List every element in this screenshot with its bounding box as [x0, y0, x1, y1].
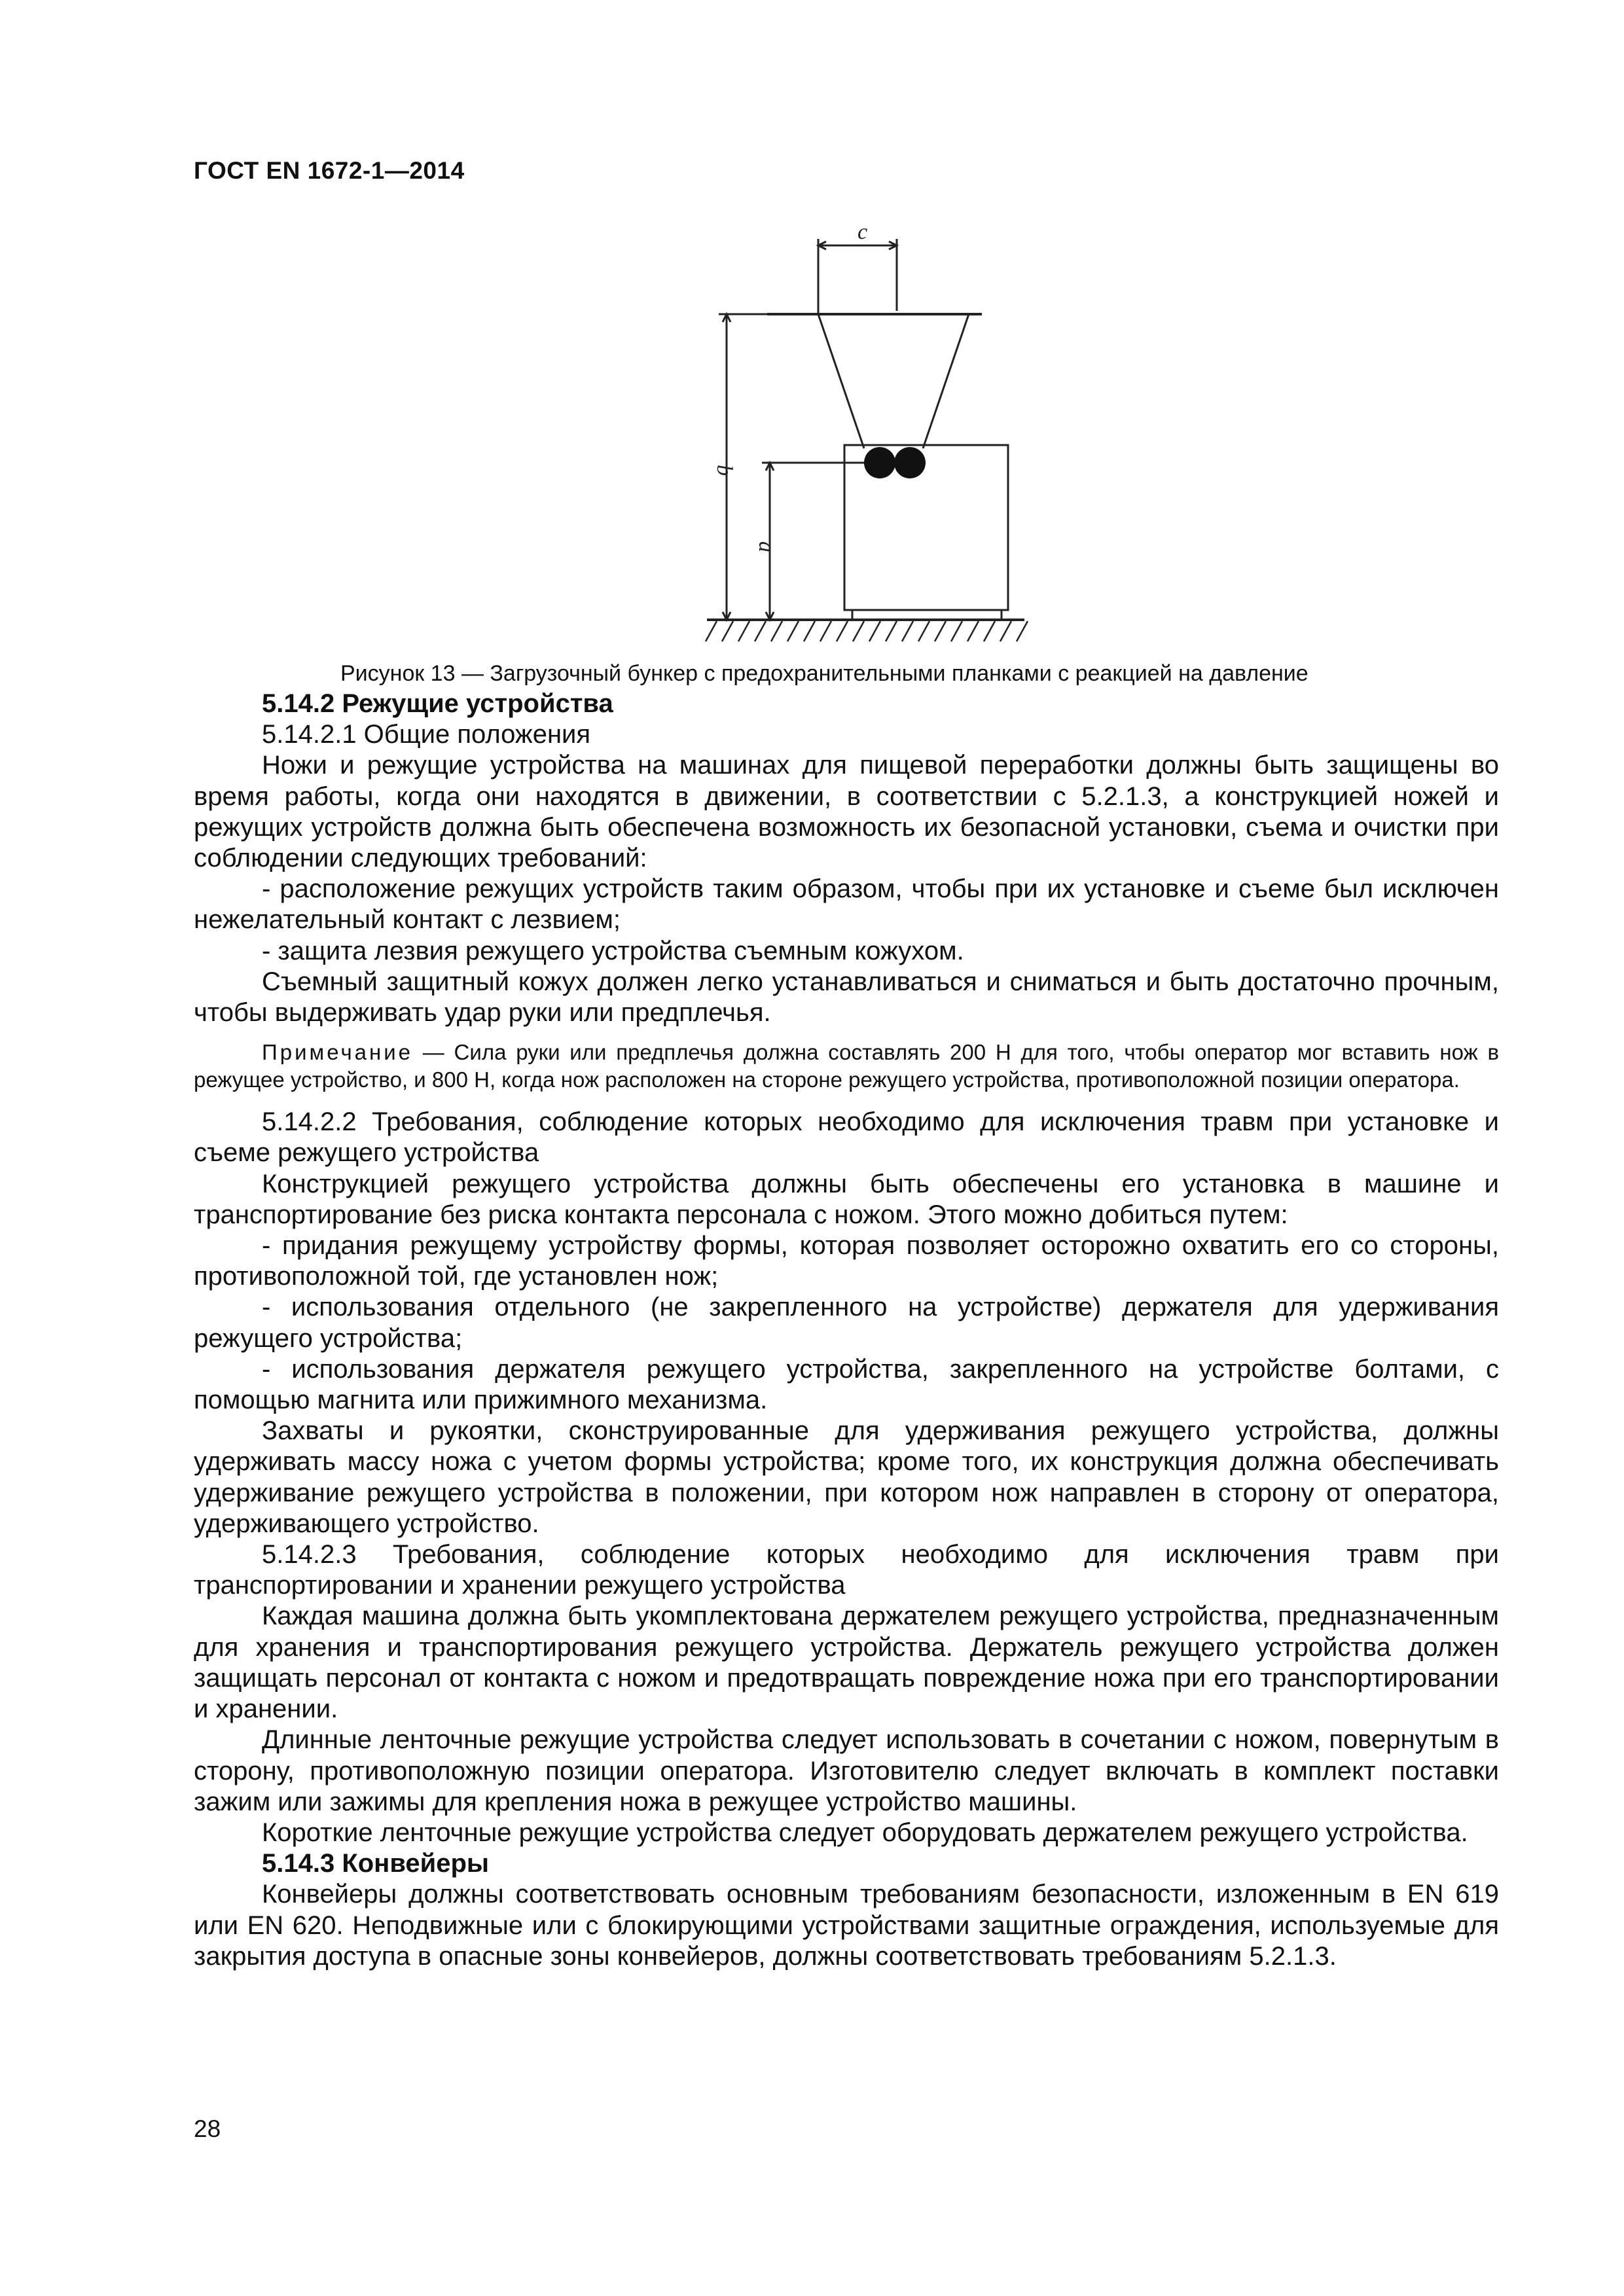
paragraph: Конструкцией режущего устройства должны быть обеспечены его установка в машине и транспортирование без риска контакта персонала с ножом. Этого можно добиться путем:	[194, 1169, 1499, 1229]
subsection-title-5-14-2-1: 5.14.2.1 Общие положения	[262, 720, 591, 749]
subsection-title-5-14-2-3: 5.14.2.3 Требования, соблюдение которых необходимо для исключения травм при транспортировании и хранении режущего устройства	[194, 1540, 1499, 1600]
list-item: - расположение режущих устройств таким образом, чтобы при их установке и съеме был исключен нежелательный контакт с лезвием;	[194, 874, 1499, 935]
label-b: b	[712, 465, 736, 476]
paragraph: Съемный защитный кожух должен легко устанавливаться и сниматься и быть достаточно прочным, чтобы выдерживать удар руки или предплечья.	[194, 967, 1499, 1028]
list-item: - использования держателя режущего устройства, закрепленного на устройстве болтами, с помощью магнита или прижимного механизма.	[194, 1354, 1499, 1415]
note-text: — Сила руки или предплечья должна составлять 200 Н для того, чтобы оператор мог вставить нож в режущее устройство, и 800 Н, когда нож расположен на стороне режущего устройства, противоположной позиции оператора.	[194, 1040, 1499, 1092]
roller-right	[894, 447, 926, 478]
paragraph: Захваты и рукоятки, сконструированные для удерживания режущего устройства, должны удерживать массу ножа с учетом формы устройства; кроме того, их конструкция должна обеспечивать удерживание режущего устройства в положении, при котором нож направлен в сторону от оператора, удерживающего устройство.	[194, 1416, 1499, 1538]
figure-caption: Рисунок 13 — Загрузочный бункер с предохранительными планками с реакцией на давление	[340, 661, 1308, 686]
paragraph: Ножи и режущие устройства на машинах для пищевой переработки должны быть защищены во время работы, когда они находятся в движении, в соответствии с 5.2.1.3, а конструкцией ножей и режущих устройств должна быть обеспечена возможность их безопасной установки, съема и очистки при соблюдении следующих требований:	[194, 751, 1499, 873]
section-title-5-14-2: 5.14.2 Режущие устройства	[262, 689, 613, 718]
note	[194, 1039, 1499, 1094]
paragraph: Каждая машина должна быть укомплектована держателем режущего устройства, предназначенным для хранения и транспортирования режущего устройства. Держатель режущего устройства должен защищать персонал от контакта с ножом и предотвращать повреждение ножа при его транспортировании и хранении.	[194, 1602, 1499, 1724]
roller-left	[864, 447, 895, 478]
list-item: - использования отдельного (не закрепленного на устройстве) держателя для удерживания режущего устройства;	[194, 1293, 1499, 1353]
page-number: 28	[194, 2115, 221, 2142]
paragraph: Короткие ленточные режущие устройства следует оборудовать держателем режущего устройства.	[262, 1818, 1468, 1847]
document-header: ГОСТ EN 1672-1—2014	[194, 157, 465, 184]
subsection-title-5-14-2-2: 5.14.2.2 Требования, соблюдение которых необходимо для исключения травм при установке и съеме режущего устройства	[194, 1107, 1499, 1168]
paragraph: Длинные ленточные режущие устройства следует использовать в сочетании с ножом, повернутым в сторону, противоположную позиции оператора. Изготовителю следует включать в комплект поставки зажим или зажимы для крепления ножа в режущее устройство машины.	[194, 1725, 1499, 1816]
list-item: - придания режущему устройству формы, которая позволяет осторожно охватить его со стороны, противоположной той, где установлен нож;	[194, 1231, 1499, 1291]
document-body	[194, 689, 1499, 1972]
list-item: - защита лезвия режущего устройства съемным кожухом.	[262, 936, 964, 965]
label-c: c	[857, 220, 868, 244]
hopper-figure	[681, 219, 1047, 651]
section-title-5-14-3: 5.14.3 Конвейеры	[262, 1849, 490, 1878]
paragraph: Конвейеры должны соответствовать основным требованиям безопасности, изложенным в EN 619 или EN 620. Неподвижные или с блокирующими устройствами защитные ограждения, используемые для закрытия доступа в опасные зоны конвейеров, должны соответствовать требованиям 5.2.1.3.	[194, 1880, 1499, 1971]
note-label: Примечание	[262, 1040, 414, 1065]
label-a: a	[754, 541, 778, 552]
